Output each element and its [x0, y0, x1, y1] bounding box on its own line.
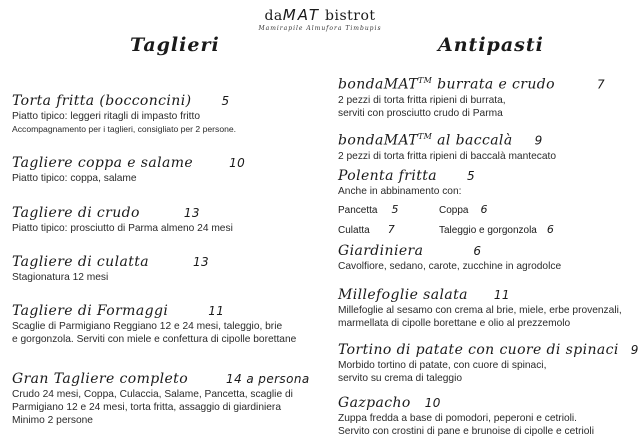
item-heading: [338, 286, 622, 304]
option-price: 6: [546, 223, 554, 236]
item-description: Servito con crostini di pane e brunoise di cipolle e cetrioli: [338, 426, 594, 437]
item-description: 2 pezzi di torta fritta ripieni di burrata,: [338, 94, 506, 106]
trademark-mark: TM: [417, 76, 433, 85]
menu-item: [12, 253, 209, 284]
item-price: 13: [183, 206, 200, 220]
menu-item: [12, 370, 310, 427]
polenta-option: [439, 203, 487, 216]
item-name: bondaMAT: [338, 132, 418, 149]
brand-suffix: bistrot: [325, 8, 376, 24]
item-name: Giardiniera: [338, 243, 424, 259]
item-description: Cavolfiore, sedano, carote, zucchine in agrodolce: [338, 261, 562, 272]
antipasti-title: Antipasti: [438, 34, 544, 56]
menu-item: [338, 341, 639, 385]
brand-prefix: da: [264, 8, 283, 24]
menu-item: [338, 167, 475, 198]
item-heading: [12, 204, 233, 222]
menu-item: [12, 302, 296, 346]
item-description: Zuppa fredda a base di pomodori, peperoni e cetrioli.: [338, 413, 577, 424]
item-description: Crudo 24 mesi, Coppa, Culaccia, Salame, Pancetta, scaglie di: [12, 389, 293, 400]
option-label: Culatta: [338, 225, 370, 236]
item-name: bondaMAT: [338, 76, 418, 93]
item-name: Tagliere di culatta: [12, 254, 149, 270]
menu-item: [338, 286, 622, 330]
item-description: Stagionatura 12 mesi: [12, 272, 109, 283]
menu-item: [12, 92, 236, 136]
polenta-option: [338, 223, 395, 236]
item-price: 11: [493, 288, 510, 302]
item-description: Piatto tipico: leggeri ritagli di impasto fritto: [12, 111, 200, 122]
option-price: 6: [480, 203, 488, 216]
item-heading: [338, 72, 605, 94]
item-name: Tagliere di crudo: [12, 205, 140, 221]
brand-header: [0, 6, 640, 32]
menu-item: [12, 204, 233, 235]
item-heading: [338, 394, 594, 412]
item-heading: [338, 128, 556, 150]
option-label: Coppa: [439, 205, 469, 216]
item-name: Millefoglie salata: [338, 287, 468, 303]
brand-middle: MAT: [282, 6, 321, 24]
item-heading: [338, 341, 639, 359]
item-price: 5: [467, 169, 476, 183]
brand-logo: [0, 6, 640, 24]
item-description: marmellata di cipolle borettane e olio al prezzemolo: [338, 318, 571, 329]
item-name: Tagliere coppa e salame: [12, 155, 194, 171]
item-description: serviti con prosciutto crudo di Parma: [338, 107, 503, 119]
item-price: 10: [229, 156, 246, 170]
item-heading: [12, 253, 209, 271]
polenta-option: [338, 203, 398, 216]
item-name: Tortino di patate con cuore di spinaci: [338, 342, 619, 358]
trademark-mark: TM: [417, 132, 433, 141]
taglieri-title: Taglieri: [130, 34, 220, 56]
item-heading: [12, 154, 245, 172]
item-heading: [12, 92, 236, 110]
item-price: 7: [596, 77, 605, 92]
menu-item: [338, 394, 594, 438]
option-price: 5: [391, 203, 399, 216]
item-description: 2 pezzi di torta fritta ripieni di baccalà mantecato: [338, 150, 557, 162]
item-description: Anche in abbinamento con:: [338, 186, 462, 197]
item-heading: [338, 167, 475, 185]
item-price: 14 a persona: [226, 372, 310, 386]
item-name: Gazpacho: [338, 395, 411, 411]
item-description: servito su crema di taleggio: [338, 373, 463, 384]
item-price: 9: [630, 343, 639, 357]
menu-item: [338, 128, 556, 163]
item-description: Scaglie di Parmigiano Reggiano 12 e 24 mesi, taleggio, brie: [12, 321, 283, 332]
menu-item: [338, 72, 605, 120]
item-name-suffix: burrata e crudo: [437, 76, 555, 93]
item-price: 5: [221, 94, 230, 108]
item-name: Torta fritta (bocconcini): [12, 93, 192, 109]
item-description: Piatto tipico: coppa, salame: [12, 173, 137, 184]
item-price: 9: [534, 133, 543, 148]
item-description: Millefoglie al sesamo con crema al brie, miele, erbe provenzali,: [338, 305, 622, 316]
menu-item: [338, 242, 561, 273]
item-name: Tagliere di Formaggi: [12, 303, 169, 319]
item-heading: [12, 370, 310, 388]
item-heading: [338, 242, 561, 260]
item-name: Gran Tagliere completo: [12, 371, 189, 387]
item-heading: [12, 302, 296, 320]
brand-tagline: Mamirapile Almufora Timbupis: [258, 25, 382, 32]
option-label: Pancetta: [338, 205, 378, 216]
item-description: Parmigiano 12 e 24 mesi, torta fritta, assaggio di giardiniera: [12, 402, 281, 413]
item-description: Morbido tortino di patate, con cuore di spinaci,: [338, 360, 547, 371]
item-name-suffix: al baccalà: [437, 132, 513, 149]
item-name: Polenta fritta: [338, 168, 438, 184]
menu-item: [12, 154, 245, 185]
option-price: 7: [387, 223, 395, 236]
item-description: e gorgonzola. Serviti con miele e confettura di cipolle borettane: [12, 334, 297, 345]
item-price: 10: [424, 396, 441, 410]
option-label: Taleggio e gorgonzola: [439, 225, 537, 236]
item-description: Accompagnamento per i taglieri, consigliato per 2 persone.: [12, 124, 237, 134]
item-description: Piatto tipico: prosciutto di Parma almeno 24 mesi: [12, 223, 233, 234]
item-price: 6: [473, 244, 482, 258]
item-price: 13: [193, 255, 210, 269]
item-price: 11: [208, 304, 225, 318]
polenta-option: [439, 223, 554, 236]
item-description: Minimo 2 persone: [12, 415, 93, 426]
